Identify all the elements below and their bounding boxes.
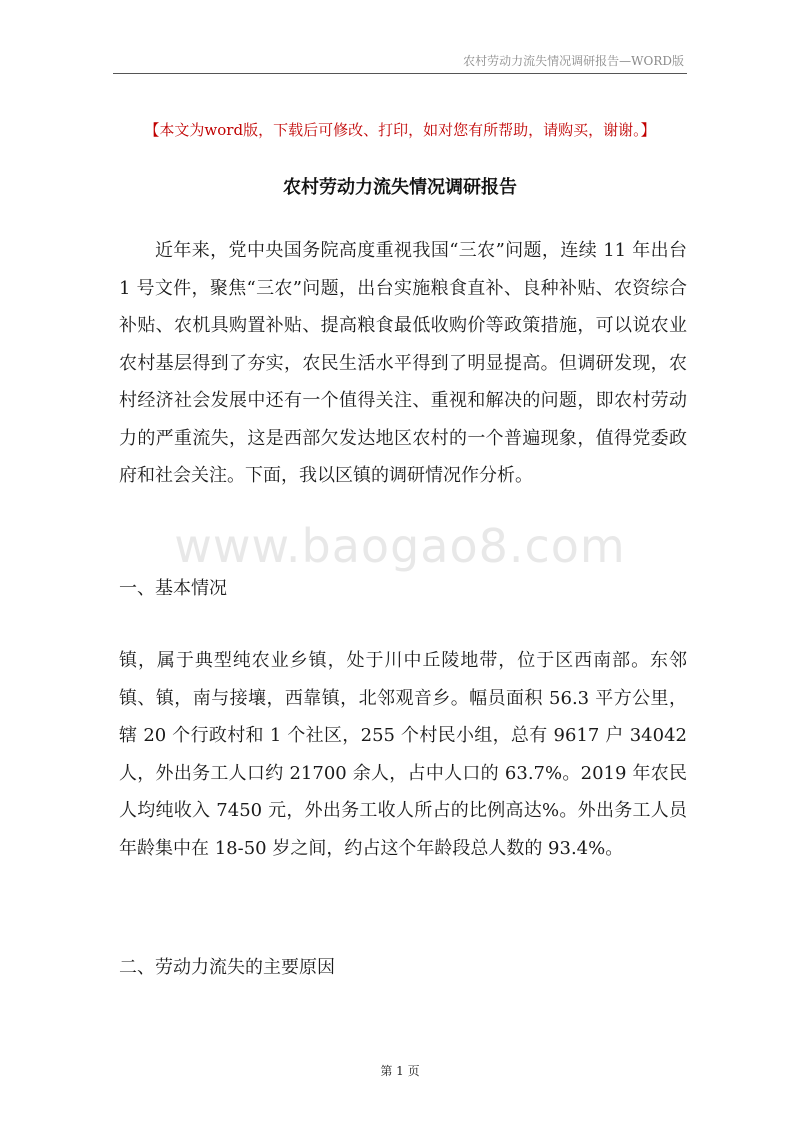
intro-paragraph: 近年来，党中央国务院高度重视我国“三农”问题，连续 11 年出台 1 号文件，聚焦“三农”问题，出台实施粮食直补、良种补贴、农资综合补贴、农机具购置补贴、提高粮食最低收购价等政策措施，可以说农业农村基层得到了夯实，农民生活水平得到了明显提高。但调研发现，农村经济社会发展中还有一个值得关注、重视和解决的问题，即农村劳动力的严重流失，这是西部欠发达地区农村的一个普遍现象，值得党委政府和社会关注。下面，我以区镇的调研情况作分析。 xyxy=(119,240,687,486)
watermark: www.baogao8.com xyxy=(174,519,626,573)
download-notice: 【本文为word版，下载后可修改、打印，如对您有所帮助，请购买，谢谢。】 xyxy=(144,121,656,139)
basic-situation-paragraph: 镇，属于典型纯农业乡镇，处于川中丘陵地带，位于区西南部。东邻镇、镇，南与接壤，西靠镇，北邻观音乡。幅员面积 56.3 平方公里，辖 20 个行政村和 1 个社区，255 个村民小组，总有 9617 户 34042 人，外出务工人口约 21700 余人，占中人口的 63.7%。2019 年农民人均纯收入 7450 元，外出务工收人所占的比例高达%。外出务工人员年龄集中在 18-50 岁之间，约占这个年龄段总人数的 93.4%。 xyxy=(119,650,687,859)
header-divider xyxy=(113,73,687,74)
running-header-title: 农村劳动力流失情况调研报告—WORD版 xyxy=(463,54,684,68)
document-title: 农村劳动力流失情况调研报告 xyxy=(283,177,517,198)
page-number: 第 1 页 xyxy=(380,1064,420,1078)
section-heading-main-causes: 二、劳动力流失的主要原因 xyxy=(119,957,335,978)
section-heading-basic-situation: 一、基本情况 xyxy=(119,578,227,599)
